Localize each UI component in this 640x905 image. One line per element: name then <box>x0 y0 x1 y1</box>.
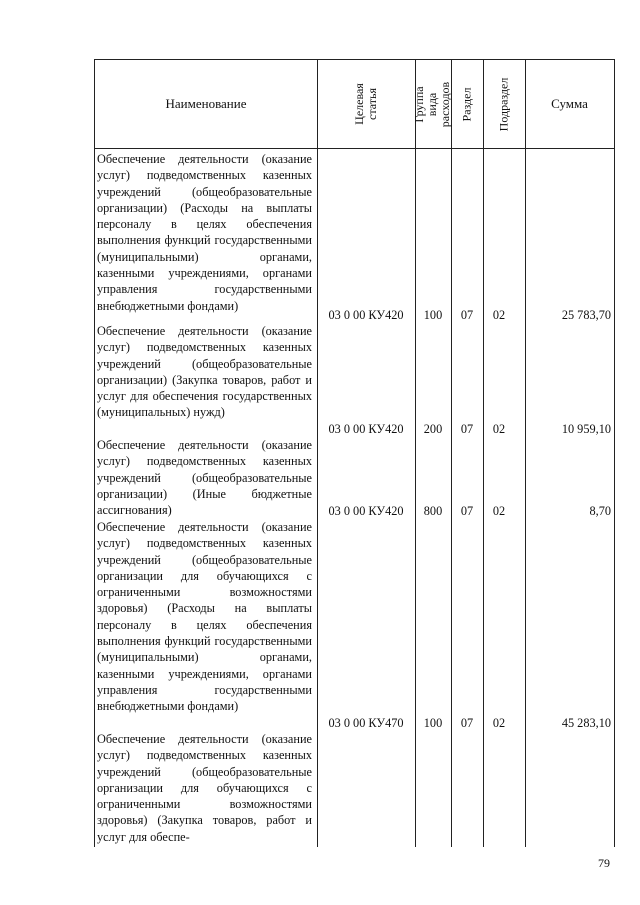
row-subsection: 02 <box>492 308 506 322</box>
header-target-article-cell <box>317 60 415 148</box>
row-description: Обеспечение деятельности (оказание услуг) подведомственных казенных учреждений (общеобразовательные организации) (Иные бюджетные ассигнования) <box>97 438 312 518</box>
row-subsection: 02 <box>492 504 506 518</box>
row-expense-group: 800 <box>423 504 443 518</box>
row-description: Обеспечение деятельности (оказание услуг) подведомственных казенных учреждений (общеобразовательные организации для обучающихся с ограниченными возможностями здоровья) (Закупка товаров, работ и услуг для обеспе- <box>97 732 312 844</box>
row-description: Обеспечение деятельности (оказание услуг) подведомственных казенных учреждений (общеобразовательные организации) (Расходы на выплаты персоналу в целях обеспечения выполнения функций государственными (муниципальными) органами, казенными учреждениями, органами управления государственными внебюджетными фондами) <box>97 152 312 313</box>
row-subsection: 02 <box>492 716 506 730</box>
row-target-article: 03 0 00 КУ420 <box>328 422 404 436</box>
row-sum: 8,70 <box>589 504 611 518</box>
row-target-article: 03 0 00 КУ470 <box>328 716 404 730</box>
page-number: 79 <box>598 856 610 870</box>
row-subsection: 02 <box>492 422 506 436</box>
header-expense-group-cell <box>412 60 453 148</box>
row-expense-group: 100 <box>423 308 443 322</box>
table-row <box>95 323 614 437</box>
row-sum: 25 783,70 <box>561 308 611 322</box>
row-sum: 45 283,10 <box>561 716 611 730</box>
row-expense-group: 100 <box>423 716 443 730</box>
header-subsection-cell <box>483 60 525 148</box>
row-section: 07 <box>460 422 474 436</box>
row-section: 07 <box>460 716 474 730</box>
row-target-article: 03 0 00 КУ420 <box>328 504 404 518</box>
row-section: 07 <box>460 308 474 322</box>
table-row <box>95 437 614 519</box>
row-description: Обеспечение деятельности (оказание услуг) подведомственных казенных учреждений (общеобразовательные организации) (Закупка товаров, работ и услуг для обеспечения государственных (муниципальных) нужд) <box>97 324 312 420</box>
row-section: 07 <box>460 504 474 518</box>
header-section-cell <box>451 60 483 148</box>
header-expense-group: Группа вида расходов <box>412 81 453 127</box>
row-description: Обеспечение деятельности (оказание услуг) подведомственных казенных учреждений (общеобразовательные организации для обучающихся с ограниченными возможностями здоровья) (Расходы на выплаты персоналу в целях обеспечения выполнения функций государственными (муниципальными) органами, казенными учреждениями, органами управления государственными внебюджетными фондами) <box>97 520 312 714</box>
header-sum: Сумма <box>551 96 588 111</box>
table-row <box>95 151 614 323</box>
header-target-article: Целевая статья <box>352 83 379 125</box>
header-divider <box>95 148 614 149</box>
table-row <box>95 731 614 847</box>
header-name: Наименование <box>165 96 247 111</box>
header-section: Раздел <box>459 87 474 121</box>
header-subsection: Подраздел <box>496 77 511 131</box>
row-expense-group: 200 <box>423 422 443 436</box>
table-row <box>95 519 614 731</box>
budget-table <box>94 59 615 847</box>
row-target-article: 03 0 00 КУ420 <box>328 308 404 322</box>
row-sum: 10 959,10 <box>561 422 611 436</box>
